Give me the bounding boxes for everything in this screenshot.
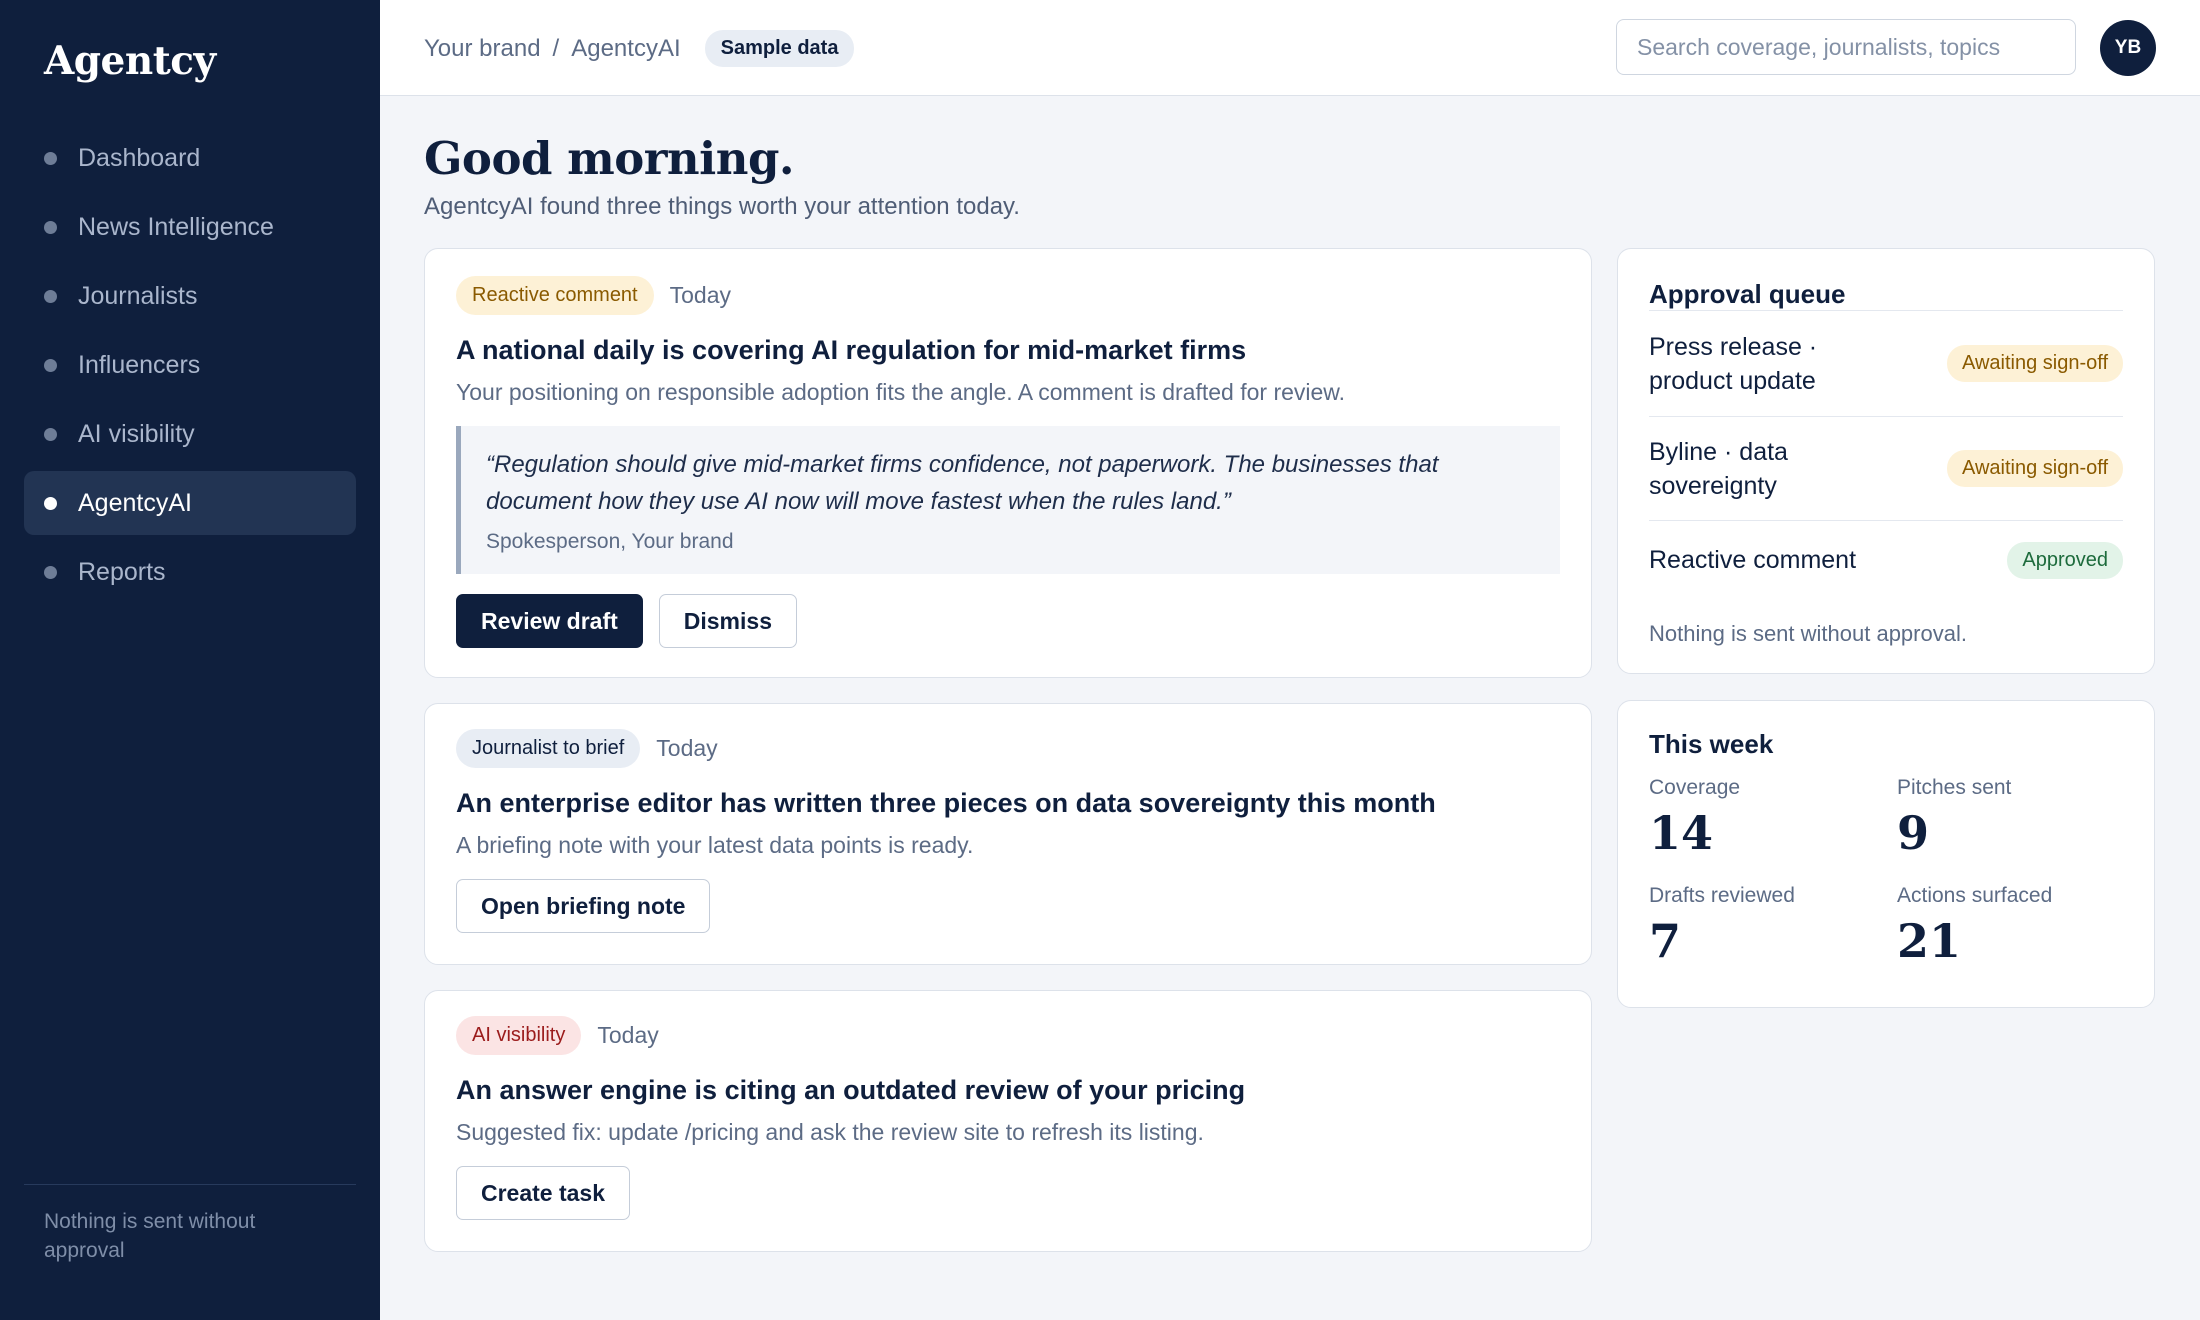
page-subtitle: AgentcyAI found three things worth your attention today. bbox=[424, 193, 1020, 220]
quote-attribution: Spokesperson, Your brand bbox=[486, 530, 734, 553]
app-logo[interactable]: Agentcy bbox=[44, 38, 216, 84]
quote-text: “Regulation should give mid-market firms confidence, not paperwork. The businesses that document how they use AI now will move fastest when the rules land.” bbox=[486, 451, 1439, 515]
approval-note: Nothing is sent without approval. bbox=[1649, 621, 1967, 646]
card-description: Your positioning on responsible adoption fits the angle. A comment is drafted for review. bbox=[456, 379, 1346, 405]
dot-icon bbox=[44, 290, 57, 303]
card-title: A national daily is covering AI regulation for mid-market firms bbox=[456, 335, 1247, 365]
card-date: Today bbox=[669, 282, 731, 308]
stats-grid bbox=[1649, 776, 2123, 968]
queue-item[interactable] bbox=[1649, 521, 2123, 599]
card-date: Today bbox=[656, 735, 718, 761]
stat-pitches-sent bbox=[1897, 776, 2145, 860]
drafted-quote bbox=[456, 426, 1560, 574]
stat-label: Actions surfaced bbox=[1897, 884, 2053, 907]
queue-item-label: Byline · data sovereignty bbox=[1649, 437, 1788, 500]
sidebar-item-agentcyai[interactable] bbox=[24, 471, 356, 535]
stat-value: 14 bbox=[1649, 806, 1714, 860]
stat-value: 7 bbox=[1649, 914, 1682, 968]
sidebar-nav bbox=[24, 126, 356, 609]
breadcrumb-separator: / bbox=[552, 34, 560, 62]
sidebar-item-ai-visibility[interactable] bbox=[24, 402, 356, 466]
sidebar-item-label: Journalists bbox=[78, 281, 198, 310]
topbar bbox=[380, 0, 2200, 96]
queue-item-label: Press release · product update bbox=[1649, 332, 1818, 395]
card-title: An answer engine is citing an outdated review of your pricing bbox=[456, 1075, 1246, 1105]
breadcrumb-item-brand[interactable]: Your brand bbox=[424, 34, 541, 62]
category-tag: AI visibility bbox=[456, 1016, 581, 1055]
status-badge: Awaiting sign-off bbox=[1947, 345, 2123, 382]
breadcrumb-item-agentcyai: AgentcyAI bbox=[571, 34, 681, 62]
status-badge: Approved bbox=[2007, 542, 2123, 579]
insight-card-journalist bbox=[424, 703, 1592, 965]
breadcrumb bbox=[424, 30, 854, 67]
queue-item[interactable] bbox=[1649, 311, 2123, 417]
sample-data-badge: Sample data bbox=[705, 30, 855, 67]
sidebar-item-dashboard[interactable] bbox=[24, 126, 356, 190]
sidebar-item-label: AgentcyAI bbox=[78, 488, 192, 517]
stat-label: Pitches sent bbox=[1897, 776, 2012, 799]
queue-item[interactable] bbox=[1649, 417, 2123, 521]
card-description: Suggested fix: update /pricing and ask the review site to refresh its listing. bbox=[456, 1119, 1204, 1145]
dot-icon bbox=[44, 497, 57, 510]
dismiss-button[interactable]: Dismiss bbox=[659, 594, 797, 648]
stat-value: 21 bbox=[1897, 914, 1962, 968]
this-week-card bbox=[1617, 700, 2155, 1008]
stat-drafts-reviewed bbox=[1649, 884, 1897, 968]
stat-actions-surfaced bbox=[1897, 884, 2145, 968]
open-briefing-note-button[interactable]: Open briefing note bbox=[456, 879, 710, 933]
sidebar-item-label: AI visibility bbox=[78, 419, 195, 448]
insight-card-ai-visibility bbox=[424, 990, 1592, 1252]
stat-label: Coverage bbox=[1649, 776, 1741, 799]
avatar[interactable]: YB bbox=[2100, 20, 2156, 76]
sidebar-item-label: Reports bbox=[78, 557, 166, 586]
sidebar-footer-note: Nothing is sent without approval bbox=[24, 1184, 356, 1265]
sidebar-item-label: Influencers bbox=[78, 350, 201, 379]
dot-icon bbox=[44, 566, 57, 579]
card-description: A briefing note with your latest data points is ready. bbox=[456, 832, 974, 858]
sidebar-item-journalists[interactable] bbox=[24, 264, 356, 328]
queue-item-label: Reactive comment bbox=[1649, 546, 1857, 574]
dot-icon bbox=[44, 221, 57, 234]
stat-label: Drafts reviewed bbox=[1649, 884, 1795, 907]
sidebar-item-influencers[interactable] bbox=[24, 333, 356, 397]
status-badge: Awaiting sign-off bbox=[1947, 450, 2123, 487]
approval-queue-title: Approval queue bbox=[1649, 279, 2123, 311]
sidebar bbox=[0, 0, 380, 1320]
insight-card-reactive-comment bbox=[424, 248, 1592, 678]
dot-icon bbox=[44, 152, 57, 165]
stat-value: 9 bbox=[1897, 806, 1930, 860]
stat-coverage bbox=[1649, 776, 1897, 860]
dot-icon bbox=[44, 428, 57, 441]
sidebar-item-label: News Intelligence bbox=[78, 212, 274, 241]
category-tag: Journalist to brief bbox=[456, 729, 640, 768]
card-date: Today bbox=[597, 1022, 659, 1048]
sidebar-item-reports[interactable] bbox=[24, 540, 356, 604]
sidebar-item-label: Dashboard bbox=[78, 143, 201, 172]
create-task-button[interactable]: Create task bbox=[456, 1166, 630, 1220]
sidebar-item-news-intelligence[interactable] bbox=[24, 195, 356, 259]
page-title: Good morning. bbox=[424, 132, 795, 185]
this-week-title: This week bbox=[1649, 729, 1774, 759]
review-draft-button[interactable]: Review draft bbox=[456, 594, 643, 648]
card-title: An enterprise editor has written three pieces on data sovereignty this month bbox=[456, 788, 1436, 818]
dot-icon bbox=[44, 359, 57, 372]
category-tag: Reactive comment bbox=[456, 276, 654, 315]
search-input[interactable] bbox=[1616, 19, 2076, 75]
approval-queue-card bbox=[1617, 248, 2155, 674]
